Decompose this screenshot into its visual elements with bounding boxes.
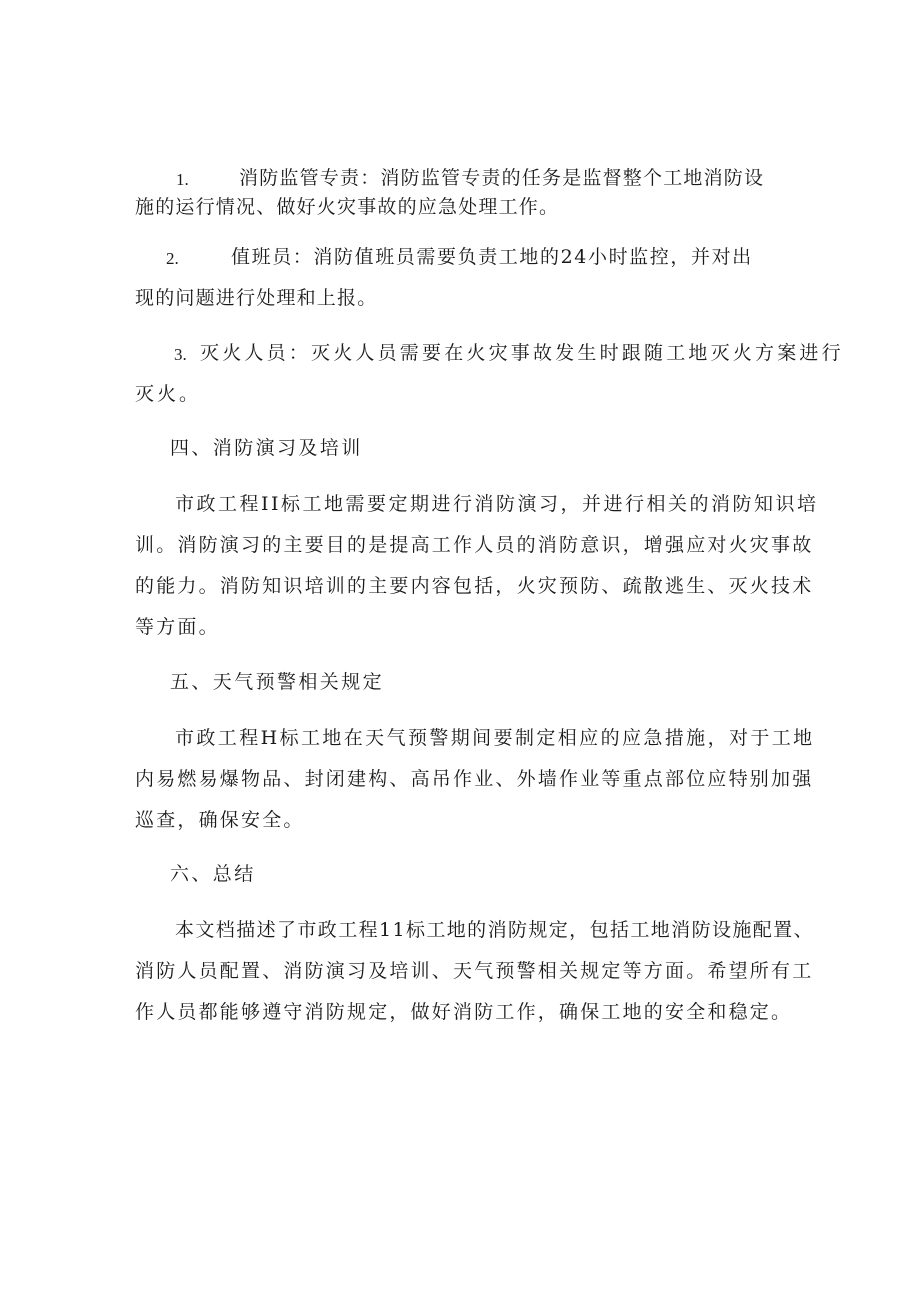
section-heading: 五、天气预警相关规定 [170, 671, 385, 693]
paragraph-line: 训。消防演习的主要目的是提高工作人员的消防意识，增强应对火灾事故 [135, 534, 814, 556]
item-text-line: 消防监管专责：消防监管专责的任务是监督整个工地消防设 [239, 167, 765, 189]
paragraph-line: 内易燃易爆物品、封闭建构、高吊作业、外墙作业等重点部位应特别加强 [135, 768, 814, 790]
item-number: 1. [176, 170, 189, 189]
item-text-line: 施的运行情况、做好火灾事故的应急处理工作。 [135, 196, 560, 218]
paragraph-line: 作人员都能够遵守消防规定，做好消防工作，确保工地的安全和稳定。 [135, 1001, 793, 1023]
item-number: 3. [174, 345, 187, 364]
paragraph-line: 市政工程H标工地在天气预警期间要制定相应的应急措施，对于工地 [175, 727, 815, 749]
item-text-line: 值班员：消防值班员需要负责工地的24小时监控，并对出 [231, 246, 753, 268]
paragraph-line: 的能力。消防知识培训的主要内容包括，火灾预防、疏散逃生、灭火技术 [135, 575, 814, 597]
item-text-line: 现的问题进行处理和上报。 [135, 287, 378, 309]
paragraph-line: 市政工程II标工地需要定期进行消防演习，并进行相关的消防知识培 [175, 493, 819, 515]
paragraph-line: 等方面。 [135, 616, 220, 638]
item-text-line: 灭火人员：灭火人员需要在火灾事故发生时跟随工地灭火方案进行 [200, 342, 844, 364]
paragraph-line: 本文档描述了市政工程11标工地的消防规定，包括工地消防设施配置、 [175, 919, 814, 941]
item-text-line: 灭火。 [135, 383, 202, 405]
paragraph-line: 巡查，确保安全。 [135, 809, 305, 831]
section-heading: 六、总结 [170, 863, 256, 885]
paragraph-line: 消防人员配置、消防演习及培训、天气预警相关规定等方面。希望所有工 [135, 960, 814, 982]
section-heading: 四、消防演习及培训 [170, 437, 363, 459]
item-number: 2. [166, 249, 179, 268]
